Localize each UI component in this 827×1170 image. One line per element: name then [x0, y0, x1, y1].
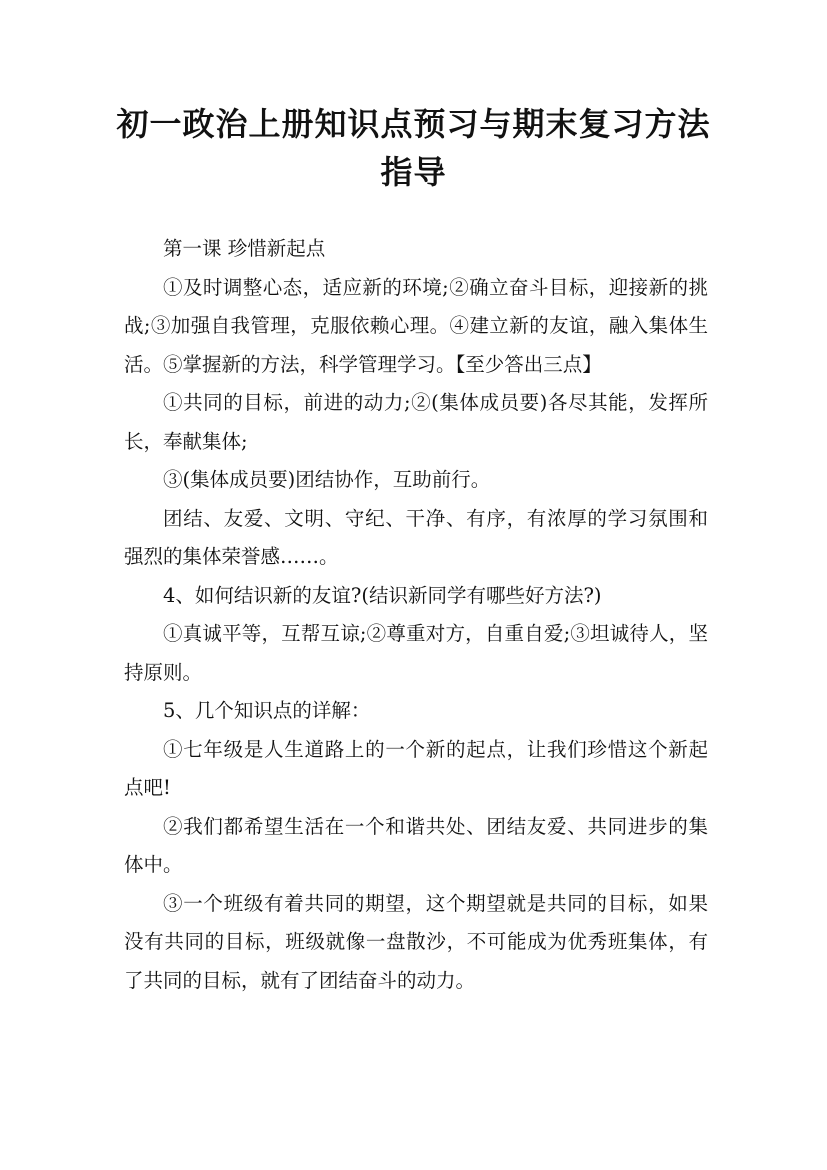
lesson-heading: 第一课 珍惜新起点 [163, 237, 326, 260]
document-body [124, 230, 708, 1000]
title-line-2: 指导 [380, 153, 447, 191]
paragraph-new-starting-point: ①七年级是人生道路上的一个新的起点，让我们珍惜这个新起点吧! [124, 737, 708, 799]
section-heading-explanations: 5、几个知识点的详解： [163, 699, 371, 722]
paragraph-friendship-methods: ①真诚平等，互帮互谅;②尊重对方，自重自爱;③坦诚待人，坚持原则。 [124, 622, 708, 684]
paragraph-class-traits: 团结、友爱、文明、守纪、干净、有序，有浓厚的学习氛围和强烈的集体荣誉感……。 [124, 506, 708, 568]
paragraph-cooperation: ③(集体成员要)团结协作，互助前行。 [163, 468, 491, 491]
document-title [110, 100, 717, 196]
paragraph-harmonious-class: ②我们都希望生活在一个和谐共处、团结友爱、共同进步的集体中。 [124, 814, 708, 876]
question-new-friends: 4、如何结识新的友谊?(结识新同学有哪些好方法?) [163, 583, 602, 607]
paragraph-adapt-tips: ①及时调整心态，适应新的环境;②确立奋斗目标，迎接新的挑战;③加强自我管理，克服依赖心理。④建立新的友谊，融入集体生活。⑤掌握新的方法，科学管理学习。【至少答出三点】 [124, 275, 708, 376]
title-line-1: 初一政治上册知识点预习与期末复习方法 [116, 105, 711, 143]
paragraph-common-goal: ①共同的目标，前进的动力;②(集体成员要)各尽其能，发挥所长，奉献集体; [124, 391, 708, 453]
paragraph-shared-goal: ③一个班级有着共同的期望，这个期望就是共同的目标，如果没有共同的目标，班级就像一盘散沙，不可能成为优秀班集体，有了共同的目标，就有了团结奋斗的动力。 [124, 891, 708, 992]
